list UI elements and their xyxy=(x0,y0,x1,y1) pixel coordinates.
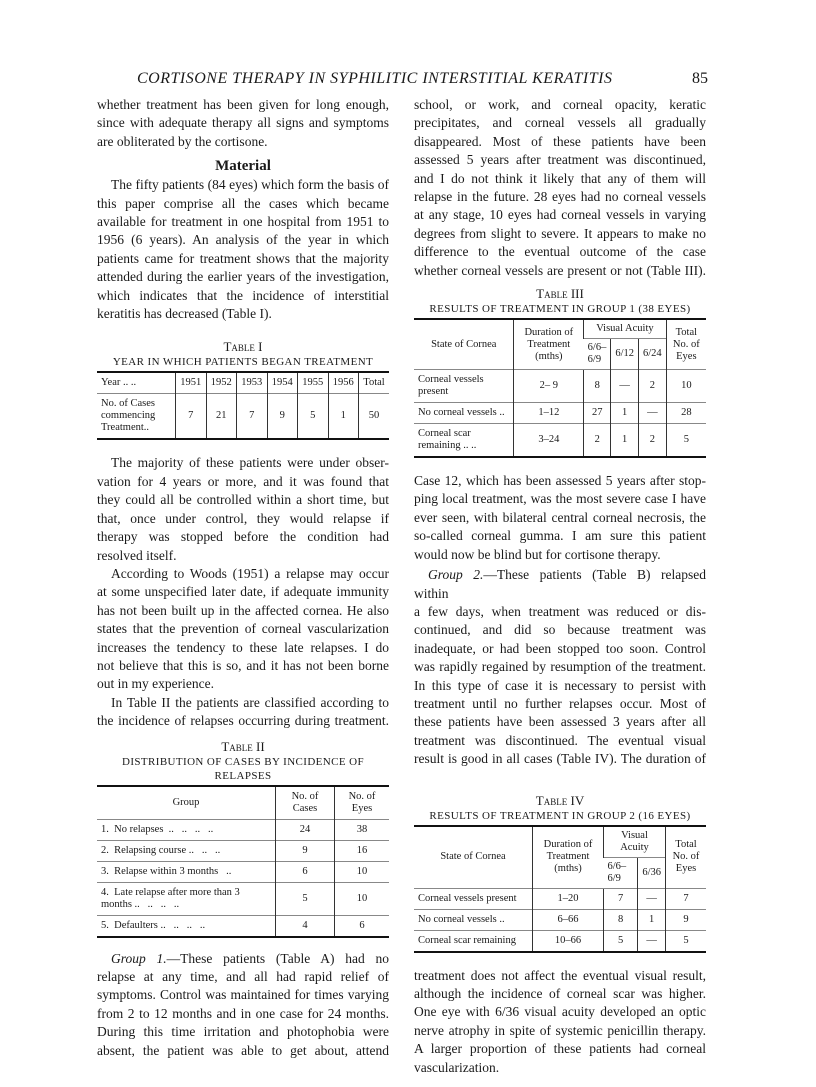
group-label: 2. Relapsing course .. .. .. xyxy=(97,840,276,861)
text-line: vation for 4 years or more, and it was found that xyxy=(97,473,389,489)
group-label: 4. Late relapse after more than 3 months .. .. .. .. xyxy=(97,882,276,915)
table-2 xyxy=(97,739,389,938)
text-line: whether treatment has been given for long enough, xyxy=(97,97,389,112)
duration-cell: 10–66 xyxy=(533,930,604,952)
text-line: degrees from slight to severe. It appears to make no xyxy=(414,225,706,241)
acuity-cell: 8 xyxy=(604,909,638,930)
table-row xyxy=(97,840,389,861)
state-label: Corneal scar remaining .. .. xyxy=(414,424,514,458)
column-header: 1954 xyxy=(267,372,298,394)
text-line: continued, and did so because treatment was xyxy=(414,622,706,638)
text-line: In this type of case it is necessary to persist with xyxy=(414,677,706,693)
state-label: No corneal vessels .. xyxy=(414,403,514,424)
text-line: One eye with 6/36 visual acuity developed an optic xyxy=(414,1004,706,1020)
acuity-cell: — xyxy=(639,403,667,424)
text-line: A larger proportion of these patients had corneal xyxy=(414,1041,706,1057)
running-title: CORTISONE THERAPY IN SYPHILITIC INTERSTITIAL KERATITIS xyxy=(137,70,613,87)
text-line: that, once under control, they would relapse if xyxy=(97,510,389,526)
column-header: 1953 xyxy=(237,372,268,394)
text-line: disappeared. Most of these patients have been xyxy=(414,133,706,149)
paragraph xyxy=(97,96,389,151)
column-header: Visual Acuity xyxy=(584,319,667,339)
text-line: not believe that this is so, and it has not been borne xyxy=(97,657,389,673)
table-cell: 1 xyxy=(328,394,359,440)
column-header: 1952 xyxy=(206,372,237,394)
paragraph xyxy=(414,967,706,1077)
text-line xyxy=(97,950,389,968)
right-column xyxy=(414,96,706,1077)
left-column xyxy=(97,96,389,1060)
acuity-cell: 1 xyxy=(611,424,639,458)
paragraph xyxy=(97,454,389,564)
text-line: a few days, when treatment was reduced or dis- xyxy=(414,603,706,619)
table-title: YEAR IN WHICH PATIENTS BEGAN TREATMENT xyxy=(112,356,374,369)
text-line: precipitates, and corneal vessels all gradually xyxy=(414,115,706,131)
group-label: 1. No relapses .. .. .. .. xyxy=(97,819,276,840)
paragraph xyxy=(414,472,706,564)
table-caption: Table III xyxy=(536,286,584,302)
column-header: 6/6–6/9 xyxy=(604,857,638,888)
state-label: Corneal vessels present xyxy=(414,370,514,403)
text-line: school, or work, and corneal opacity, keratic xyxy=(414,97,706,112)
column-header: 1956 xyxy=(328,372,359,394)
acuity-cell: 1 xyxy=(638,909,666,930)
column-header: State of Cornea xyxy=(414,826,533,889)
table-row xyxy=(97,861,389,882)
total-cell: 10 xyxy=(666,370,706,403)
text-line: states that the prevention of corneal vascularization xyxy=(97,621,389,637)
column-header: 1955 xyxy=(298,372,329,394)
column-header: No. of Eyes xyxy=(335,786,389,820)
cases-cell: 6 xyxy=(276,861,335,882)
duration-cell: 1–20 xyxy=(533,888,604,909)
text-line: has not been built up in the affected cornea. He also xyxy=(97,602,389,618)
acuity-cell: — xyxy=(638,888,666,909)
row-label: No. of Cases commencing Treatment.. xyxy=(97,394,176,440)
table-row xyxy=(414,424,706,458)
table-row xyxy=(97,915,389,937)
table-4 xyxy=(414,793,706,953)
text-line: out in my experience. xyxy=(97,676,214,692)
section-heading-material: Material xyxy=(215,158,271,175)
table-caption: Table I xyxy=(223,339,263,355)
text-line: In Table II the patients are classified according to xyxy=(111,694,389,710)
text-line: although the incidence of corneal scar was higher. xyxy=(414,985,706,1001)
text-line: ever seen, with bilateral central corneal necrosis, the xyxy=(414,509,706,525)
acuity-cell: 8 xyxy=(584,370,611,403)
text-line: treatment until no further relapses occur. Most of xyxy=(414,695,706,711)
acuity-cell: 2 xyxy=(584,424,611,458)
table-header-row xyxy=(414,319,706,339)
table-1 xyxy=(97,339,389,440)
text-line: difference to the eventual outcome of the case xyxy=(414,244,706,260)
eyes-cell: 16 xyxy=(335,840,389,861)
table-row xyxy=(97,819,389,840)
column-header: Total No. of Eyes xyxy=(666,319,706,370)
table-row xyxy=(414,370,706,403)
column-header: 6/24 xyxy=(639,339,667,370)
table-title: DISTRIBUTION OF CASES BY INCIDENCE OF RELAPSES xyxy=(121,755,365,782)
table-title: RESULTS OF TREATMENT IN GROUP 2 (16 EYES) xyxy=(429,809,691,822)
text-line: whether corneal vessels are present or not (Table III). xyxy=(414,262,706,278)
table-cell: 5 xyxy=(298,394,329,440)
text-line: The fifty patients (84 eyes) which form the basis of xyxy=(111,177,389,193)
text-line: attended during the earlier years of the investigation, xyxy=(97,269,389,285)
text-line: The majority of these patients were under obser- xyxy=(111,455,389,471)
acuity-cell: 1 xyxy=(611,403,639,424)
text-line: since with adequate therapy all signs and symptoms xyxy=(97,115,389,131)
text-line: treatment does not affect the eventual visual result, xyxy=(414,967,706,983)
total-cell: 28 xyxy=(666,403,706,424)
table-cell: 50 xyxy=(359,394,390,440)
paragraph-group-1 xyxy=(97,950,389,1060)
column-header: 6/12 xyxy=(611,339,639,370)
acuity-cell: 5 xyxy=(604,930,638,952)
acuity-cell: 7 xyxy=(604,888,638,909)
duration-cell: 6–66 xyxy=(533,909,604,930)
text-line: inadequate, or had been stopped too soon. Control xyxy=(414,640,706,656)
eyes-cell: 38 xyxy=(335,819,389,840)
text-line: vascularization. xyxy=(414,1059,500,1075)
total-cell: 5 xyxy=(666,424,706,458)
acuity-cell: 2 xyxy=(639,424,667,458)
text-line: absent, the patient was able to get about, attend xyxy=(97,1042,389,1058)
cases-cell: 5 xyxy=(276,882,335,915)
cases-cell: 24 xyxy=(276,819,335,840)
text-line: relapse at any time, and all had rapid relief of xyxy=(97,968,389,984)
state-label: Corneal vessels present xyxy=(414,888,533,909)
table-row xyxy=(414,403,706,424)
group-label: 5. Defaulters .. .. .. .. xyxy=(97,915,276,937)
line-text: —These patients (Table B) relapsed within xyxy=(414,567,706,601)
table-cell: 7 xyxy=(176,394,207,440)
text-line: resolved itself. xyxy=(97,547,177,563)
state-label: Corneal scar remaining xyxy=(414,930,533,952)
group-lead: Group 1. xyxy=(111,950,167,966)
state-label: No corneal vessels .. xyxy=(414,909,533,930)
acuity-cell: — xyxy=(638,930,666,952)
text-line: the incidence of relapses occurring during treatment. xyxy=(97,713,389,729)
column-header: Duration of Treatment (mths) xyxy=(533,826,604,889)
paragraph xyxy=(97,694,389,731)
table-row xyxy=(97,394,389,440)
column-header: State of Cornea xyxy=(414,319,514,370)
text-line: and I do not think it likely that any of them will xyxy=(414,170,706,186)
table-header-row xyxy=(414,826,706,858)
text-line: nerve atrophy in spite of systemic penicillin therapy. xyxy=(414,1022,706,1038)
acuity-cell: — xyxy=(611,370,639,403)
running-header xyxy=(97,70,708,88)
eyes-cell: 10 xyxy=(335,882,389,915)
column-header: 6/36 xyxy=(638,857,666,888)
eyes-cell: 10 xyxy=(335,861,389,882)
text-line: would now be blind but for cortisone therapy. xyxy=(414,546,661,562)
group-label: 3. Relapse within 3 months .. xyxy=(97,861,276,882)
table-header-row xyxy=(97,372,389,394)
text-line: was rapidly regained by resumption of the treatment. xyxy=(414,659,706,675)
paragraph xyxy=(414,96,706,280)
text-line: result is good in all cases (Table IV). The duration of xyxy=(414,751,706,767)
text-line xyxy=(414,566,706,603)
text-line: 1956 (6 years). An analysis of the year in which xyxy=(97,232,389,248)
table-row xyxy=(97,882,389,915)
table-3 xyxy=(414,286,706,458)
text-line: keratitis has decreased (Table I). xyxy=(97,306,272,322)
column-header: Duration of Treatment (mths) xyxy=(514,319,584,370)
text-line: treatment was discontinued. The eventual visual xyxy=(414,732,706,748)
duration-cell: 1–12 xyxy=(514,403,584,424)
text-line: relapse in the future. 28 eyes had no corneal vessels xyxy=(414,189,706,205)
text-line: are obliterated by the cortisone. xyxy=(97,133,268,149)
text-line: ping local treatment, was the most severe case I have xyxy=(414,491,706,507)
column-header: No. of Cases xyxy=(276,786,335,820)
eyes-cell: 6 xyxy=(335,915,389,937)
table-header-row xyxy=(97,786,389,820)
text-line: at any stage, 10 eyes had corneal vessels in varying xyxy=(414,207,706,223)
table-row xyxy=(414,909,706,930)
text-line: so-called corneal gumma. I am sure this patient xyxy=(414,528,706,544)
paragraph xyxy=(97,565,389,694)
text-line: at some unspecified later date, if adequate immunity xyxy=(97,584,389,600)
cases-cell: 4 xyxy=(276,915,335,937)
table-cell: 7 xyxy=(237,394,268,440)
text-line: During this time irritation and photophobia were xyxy=(97,1024,389,1040)
table-row xyxy=(414,930,706,952)
text-line: therapy was stopped before the condition had xyxy=(97,529,389,545)
acuity-cell: 2 xyxy=(639,370,667,403)
group-lead: Group 2. xyxy=(428,567,484,583)
text-line: According to Woods (1951) a relapse may occur xyxy=(111,565,389,581)
total-cell: 7 xyxy=(666,888,707,909)
column-header: Total No. of Eyes xyxy=(666,826,707,889)
text-line: which indicates that the incidence of interstitial xyxy=(97,287,389,303)
text-line: assessed 5 years after treatment was discontinued, xyxy=(414,152,706,168)
page-number: 85 xyxy=(692,70,708,87)
table-cell: 9 xyxy=(267,394,298,440)
text-line: they could all be controlled within a short time, but xyxy=(97,492,389,508)
column-header: Total xyxy=(359,372,390,394)
column-header: Visual Acuity xyxy=(604,826,666,858)
text-line: from 2 to 12 months and in one case for 24 months. xyxy=(97,1005,389,1021)
text-line: this paper comprise all the cases which became xyxy=(97,195,389,211)
column-header: 1951 xyxy=(176,372,207,394)
paragraph-group-2 xyxy=(414,566,706,768)
table-caption: Table II xyxy=(221,738,265,754)
column-header: Year .. .. xyxy=(97,372,176,394)
total-cell: 9 xyxy=(666,909,707,930)
table-caption: Table IV xyxy=(535,792,585,808)
column-header: Group xyxy=(97,786,276,820)
cases-cell: 9 xyxy=(276,840,335,861)
table-row xyxy=(414,888,706,909)
paragraph xyxy=(97,176,389,323)
text-line: increases the tendency to these late relapses. I do xyxy=(97,639,389,655)
duration-cell: 2– 9 xyxy=(514,370,584,403)
line-text: —These patients (Table A) had no xyxy=(166,950,389,966)
total-cell: 5 xyxy=(666,930,707,952)
text-line: symptoms. Control was maintained for times varying xyxy=(97,987,389,1003)
text-line: these patients have been assessed 3 years after all xyxy=(414,714,706,730)
text-line: Case 12, which has been assessed 5 years after stop- xyxy=(414,473,706,489)
text-line: available for treatment in one hospital from 1951 to xyxy=(97,214,389,230)
acuity-cell: 27 xyxy=(584,403,611,424)
duration-cell: 3–24 xyxy=(514,424,584,458)
table-title: RESULTS OF TREATMENT IN GROUP 1 (38 EYES) xyxy=(429,303,691,316)
text-line: patients came for treatment shows that the majority xyxy=(97,250,389,266)
column-header: 6/6–6/9 xyxy=(584,339,611,370)
table-cell: 21 xyxy=(206,394,237,440)
